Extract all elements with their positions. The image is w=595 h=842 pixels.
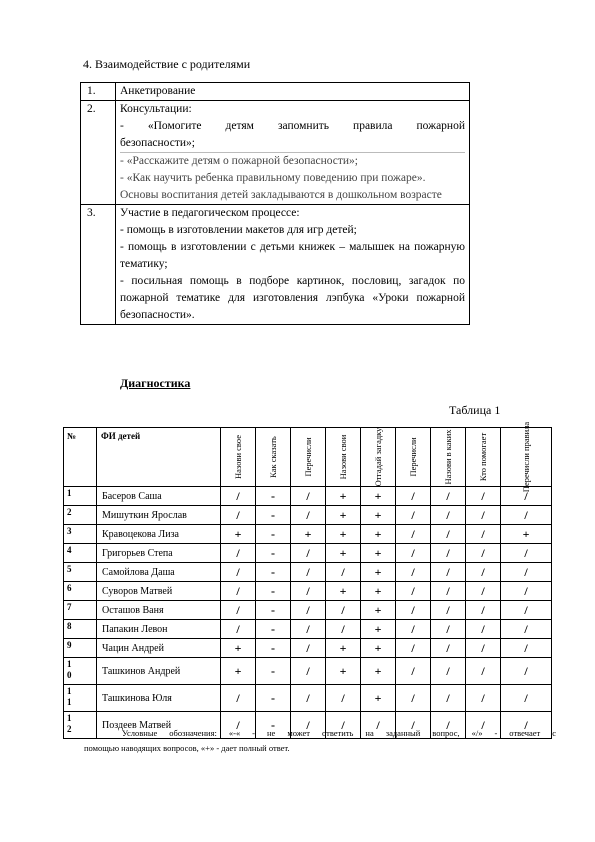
result-mark: - — [256, 620, 291, 639]
table-row — [64, 563, 552, 582]
result-mark: - — [256, 487, 291, 506]
result-mark: + — [326, 487, 361, 506]
result-mark: / — [396, 601, 431, 620]
result-mark: + — [361, 506, 396, 525]
result-mark: / — [501, 712, 552, 739]
result-mark: / — [466, 658, 501, 685]
result-mark: / — [466, 525, 501, 544]
row-number: 9 — [64, 639, 97, 658]
result-mark: / — [291, 487, 326, 506]
result-mark: / — [396, 544, 431, 563]
result-mark: / — [291, 685, 326, 712]
row-number: 1 — [64, 487, 97, 506]
result-mark: - — [256, 685, 291, 712]
table-row — [64, 582, 552, 601]
header-question — [396, 428, 431, 487]
row-text: Участие в педагогическом процессе: — [120, 207, 300, 219]
row-number: 4 — [64, 544, 97, 563]
child-name: Чацин Андрей — [97, 639, 221, 658]
row-text: безопасности»; — [120, 137, 195, 149]
result-mark: / — [396, 582, 431, 601]
result-mark: / — [396, 712, 431, 739]
result-mark: / — [431, 639, 466, 658]
result-mark: / — [466, 601, 501, 620]
header-number: № — [64, 428, 97, 487]
result-mark: / — [466, 544, 501, 563]
result-mark: / — [396, 506, 431, 525]
result-mark: / — [501, 582, 552, 601]
result-mark: / — [431, 506, 466, 525]
result-mark: - — [256, 639, 291, 658]
result-mark: / — [501, 620, 552, 639]
result-mark: + — [361, 563, 396, 582]
result-mark: - — [256, 544, 291, 563]
result-mark: / — [466, 506, 501, 525]
result-mark: / — [501, 487, 552, 506]
child-name: Ташкинова Юля — [97, 685, 221, 712]
result-mark: / — [326, 620, 361, 639]
parents-interaction-table — [80, 82, 470, 325]
header-question-text: Назови свои — [338, 434, 348, 480]
header-name: ФИ детей — [97, 428, 221, 487]
result-mark: + — [361, 685, 396, 712]
row-number: 3 — [64, 525, 97, 544]
row-number: 2. — [81, 101, 116, 205]
result-mark: / — [466, 582, 501, 601]
result-mark: + — [221, 639, 256, 658]
child-name: Кравоцекова Лиза — [97, 525, 221, 544]
result-mark: / — [221, 487, 256, 506]
result-mark: - — [256, 506, 291, 525]
legend-line: Условные обозначения: «-« - не может ответить на заданный вопрос, «/» - отвечает с — [122, 728, 556, 738]
result-mark: / — [326, 601, 361, 620]
result-mark: / — [221, 712, 256, 739]
result-mark: / — [431, 487, 466, 506]
result-mark: / — [291, 563, 326, 582]
header-question — [256, 428, 291, 487]
result-mark: / — [431, 582, 466, 601]
result-mark: / — [501, 601, 552, 620]
result-mark: - — [256, 563, 291, 582]
result-mark: / — [431, 544, 466, 563]
result-mark: / — [291, 620, 326, 639]
row-number: 2 — [64, 506, 97, 525]
result-mark: / — [501, 563, 552, 582]
result-mark: + — [361, 601, 396, 620]
result-mark: + — [361, 487, 396, 506]
result-mark: - — [256, 712, 291, 739]
table-row — [64, 639, 552, 658]
result-mark: + — [361, 525, 396, 544]
result-mark: / — [431, 601, 466, 620]
result-mark: / — [396, 685, 431, 712]
table-row — [64, 601, 552, 620]
result-mark: / — [501, 685, 552, 712]
child-name: Ташкинов Андрей — [97, 658, 221, 685]
row-text: - «Расскажите детям о пожарной безопасности»; — [120, 152, 465, 170]
result-mark: / — [326, 712, 361, 739]
table-row — [81, 83, 470, 101]
row-text: - помощь в изготовлении макетов для игр детей; — [120, 224, 357, 236]
result-mark: / — [501, 544, 552, 563]
result-mark: + — [326, 582, 361, 601]
result-mark: / — [291, 658, 326, 685]
result-mark: / — [221, 563, 256, 582]
result-mark: / — [221, 506, 256, 525]
result-mark: + — [501, 525, 552, 544]
result-mark: / — [466, 563, 501, 582]
row-content — [116, 101, 470, 205]
result-mark: / — [291, 582, 326, 601]
header-question — [291, 428, 326, 487]
result-mark: / — [291, 712, 326, 739]
result-mark: / — [291, 506, 326, 525]
table-row — [81, 101, 470, 205]
result-mark: / — [431, 712, 466, 739]
result-mark: / — [326, 685, 361, 712]
result-mark: / — [291, 639, 326, 658]
header-question — [361, 428, 396, 487]
result-mark: / — [291, 601, 326, 620]
result-mark: + — [221, 658, 256, 685]
result-mark: / — [396, 525, 431, 544]
child-name: Басеров Саша — [97, 487, 221, 506]
row-number: 8 — [64, 620, 97, 639]
result-mark: / — [361, 712, 396, 739]
table-row — [64, 525, 552, 544]
result-mark: + — [326, 525, 361, 544]
result-mark: / — [466, 685, 501, 712]
row-text: - посильная помощь в подборе картинок, пословиц, загадок по пожарной тематике для изготовления лэпбука «Уроки пожарной безопасности». — [120, 275, 465, 321]
result-mark: / — [431, 685, 466, 712]
row-number: 6 — [64, 582, 97, 601]
table-row — [64, 544, 552, 563]
row-text: - «Как научить ребенка правильному поведению при пожаре». Основы воспитания детей закладываются в дошкольном возрасте — [120, 172, 442, 201]
result-mark: / — [221, 544, 256, 563]
header-question — [466, 428, 501, 487]
result-mark: / — [221, 582, 256, 601]
result-mark: + — [326, 639, 361, 658]
diagnostics-table — [63, 421, 552, 739]
result-mark: + — [326, 544, 361, 563]
row-number: 5 — [64, 563, 97, 582]
result-mark: + — [361, 658, 396, 685]
legend-line: помощью наводящих вопросов, «+» - дает полный ответ. — [84, 743, 290, 753]
row-content — [116, 83, 470, 101]
result-mark: / — [221, 601, 256, 620]
result-mark: / — [501, 639, 552, 658]
table-row — [64, 506, 552, 525]
result-mark: - — [256, 658, 291, 685]
header-row — [64, 428, 552, 487]
result-mark: / — [396, 487, 431, 506]
header-question — [326, 428, 361, 487]
result-mark: + — [361, 582, 396, 601]
table-label: Таблица 1 — [449, 403, 501, 417]
header-question-text: Перечисли — [303, 437, 313, 477]
header-question-text: Как сказать — [268, 436, 278, 478]
result-mark: / — [396, 639, 431, 658]
row-number: 7 — [64, 601, 97, 620]
header-question — [431, 428, 466, 487]
header-question-text: Кто помогает — [478, 432, 488, 482]
header-question — [221, 428, 256, 487]
row-text: Анкетирование — [120, 85, 196, 97]
legend — [84, 726, 556, 756]
result-mark: / — [221, 685, 256, 712]
header-question-text: Отгадай загадку — [373, 427, 383, 487]
child-name: Мишуткин Ярослав — [97, 506, 221, 525]
result-mark: / — [326, 563, 361, 582]
row-number: 1 0 — [64, 658, 97, 685]
child-name: Папакин Левон — [97, 620, 221, 639]
child-name: Григорьев Степа — [97, 544, 221, 563]
result-mark: / — [431, 563, 466, 582]
row-number: 1 1 — [64, 685, 97, 712]
result-mark: / — [396, 563, 431, 582]
result-mark: + — [326, 658, 361, 685]
result-mark: / — [396, 658, 431, 685]
diagnostics-title: Диагностика — [120, 376, 191, 390]
table-row — [64, 658, 552, 685]
result-mark: / — [501, 506, 552, 525]
result-mark: + — [326, 506, 361, 525]
result-mark: / — [291, 544, 326, 563]
result-mark: + — [361, 639, 396, 658]
result-mark: / — [466, 487, 501, 506]
header-question-text: Назови свое — [233, 434, 243, 480]
row-number: 3. — [81, 205, 116, 325]
table-row — [64, 620, 552, 639]
header-question — [501, 421, 552, 493]
child-name: Осташов Ваня — [97, 601, 221, 620]
result-mark: / — [431, 525, 466, 544]
result-mark: / — [466, 712, 501, 739]
header-question-text: Перечисли — [408, 437, 418, 477]
result-mark: / — [431, 620, 466, 639]
table-row — [81, 205, 470, 325]
result-mark: - — [256, 582, 291, 601]
row-text: - «Помогите детям запомнить правила пожарной — [120, 120, 465, 132]
result-mark: / — [396, 620, 431, 639]
row-number: 1. — [81, 83, 116, 101]
header-question-text: Перечисли правила — [521, 421, 531, 493]
row-content — [116, 205, 470, 325]
result-mark: + — [221, 525, 256, 544]
result-mark: / — [221, 620, 256, 639]
result-mark: + — [291, 525, 326, 544]
child-name: Поздеев Матвей — [97, 712, 221, 739]
result-mark: / — [431, 658, 466, 685]
result-mark: / — [466, 620, 501, 639]
result-mark: + — [361, 544, 396, 563]
header-question-text: Назови в каких — [443, 429, 453, 485]
section-title: 4. Взаимодействие с родителями — [83, 57, 251, 71]
child-name: Самойлова Даша — [97, 563, 221, 582]
result-mark: / — [466, 639, 501, 658]
row-text: - помощь в изготовлении с детьми книжек – малышек на пожарную тематику; — [120, 241, 465, 270]
table-row — [64, 487, 552, 506]
result-mark: / — [501, 658, 552, 685]
result-mark: + — [361, 620, 396, 639]
row-text: Консультации: — [120, 103, 192, 115]
result-mark: - — [256, 601, 291, 620]
result-mark: - — [256, 525, 291, 544]
table-row — [64, 685, 552, 712]
child-name: Суворов Матвей — [97, 582, 221, 601]
row-number: 1 2 — [64, 712, 97, 739]
